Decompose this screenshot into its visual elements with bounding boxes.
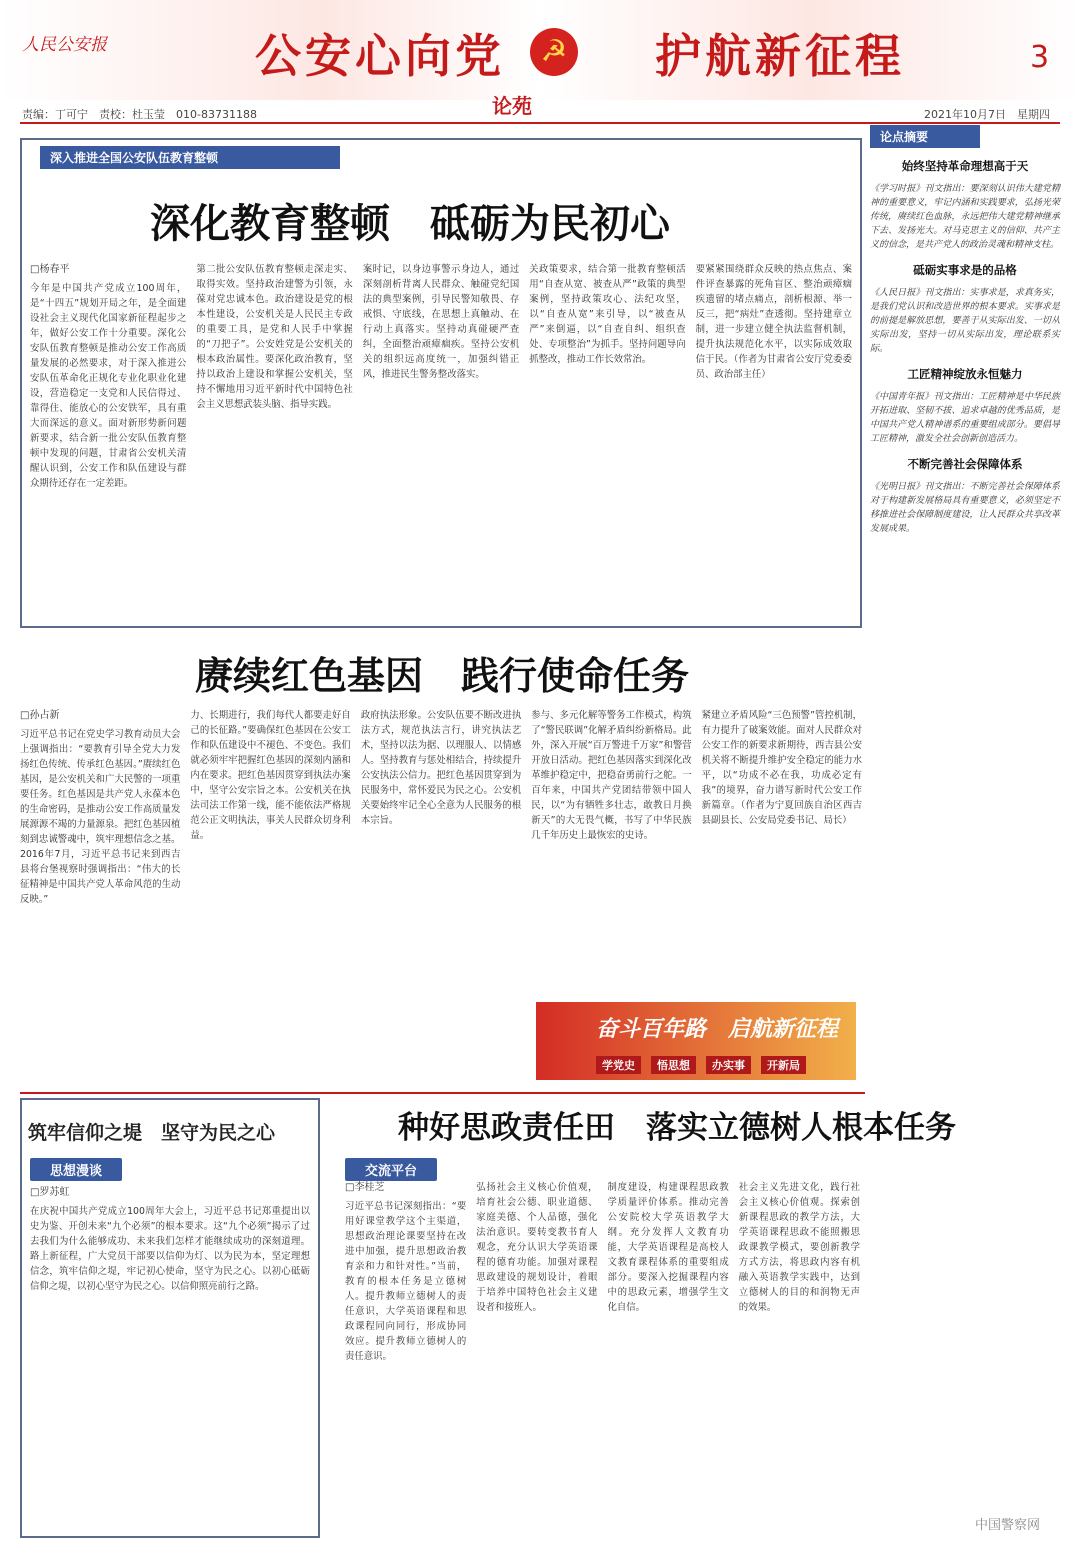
article2-headline: 赓续红色基因 践行使命任务: [195, 653, 690, 698]
article4-headline: 种好思政责任田 落实立德树人根本任务: [398, 1110, 956, 1146]
article1-body: □杨春平 今年是中国共产党成立100周年，是“十四五”规划开局之年，是全面建设社会主义现代化国家新征程起步之年，做好公安工作十分重要。深化公安队伍教育整顿是推动公安工作高质量发展的必然要求，对于深入推进公安队伍革命化正规化专业化职业化建设，营造稳定一支党和人民信得过、靠得住、能放心的公安铁军，具有重大而深远的意义。面对新形势新问题新要求，结合新一批公安队伍教育整顿中发现的问题，甘肃省公安机关清醒认识到，公安工作和队伍建设与群众期待还存在一定差距。 第二批公安队伍教育整顿走深走实、取得实效。坚持政治建警为引领，永葆对党忠诚本色。政治建设是党的根本性建设，公安机关是人民民主专政的重要工具，是党和人民手中掌握的“刀把子”。公安姓党是公安机关的根本政治属性。要深化政治教育，坚持以政治上建设和掌握公安机关，坚持不懈地用习近平新时代中国特色社会主义思想武装头脑、指导实践。 案时记，以身边事警示身边人，通过深刻剖析背离人民群众、触碰党纪国法的典型案例，引导民警知敬畏、存戒惧、守底线，在思想上真触动、在行动上真落实。坚持动真碰硬严查纠，全面整治顽瘴痼疾。坚持公安机关的组织远高度统一，加强纠错正风，推进民生警务整改落实。 关政策要求，结合第一批教育整顿活用“自查从宽、被查从严”政策的典型案例，坚持政策攻心、法纪攻坚，以“自查从宽”来引导，以“被查从严”来倒逼，以“自查自纠、组织查处、专项整治”为抓手。坚持问题导向抓整改，推动工作长效常治。 要紧紧围绕群众反映的热点焦点、案件评查暴露的死角盲区、整治顽瘴痼疾遗留的堵点痛点，剖析根源、举一反三，把“病灶”查透彻。坚持建章立制，进一步建立健全执法监督机制，提升执法规范化水平，以实际成效取信于民。（作者为甘肃省公安厅党委委员、政治部主任）: [30, 262, 852, 618]
article4-author: □李桂芝: [345, 1182, 385, 1193]
newspaper-logo: 人民公安报: [22, 35, 107, 55]
article2-body: □孙占新 习近平总书记在党史学习教育动员大会上强调指出：“要教育引导全党大力发扬红色传统、传承红色基因。”赓续红色基因，是公安机关和广大民警的一项重要任务。红色基因是共产党人永葆本色的生命密码，是推动公安工作高质量发展源源不竭的力量源泉。把红色基因植刻到忠诚警魂中，筑牢理想信念之基。2016年7月，习近平总书记来到西吉县将台堡视察时强调指出：“伟大的长征精神是中国共产党人革命风范的生动反映。” 力、长期进行，我们每代人都要走好自己的长征路。”要确保红色基因在公安工作和队伍建设中不褪色、不变色。我们就必须牢牢把握红色基因的深刻内涵和内在要求。把红色基因贯穿到执法办案中，坚守公安宗旨之本。公安机关在执法司法工作第一线，能不能依法严格规范公正文明执法，事关人民群众切身利益。 政府执法形象。公安队伍要不断改进执法方式，规范执法言行，讲究执法艺术，坚持以法为据、以理服人、以情感人。坚持教育与惩处相结合，持续提升公安执法公信力。把红色基因贯穿到为民服务中，常怀爱民为民之心。公安机关要始终牢记全心全意为人民服务的根本宗旨。 参与、多元化解等警务工作模式，构筑了“警民联调”化解矛盾纠纷新格局。此外，深入开展“百万警进千万家”和警营开放日活动。把红色基因落实到深化改革维护稳定中，把稳奋勇前行之舵。一百年来，中国共产党团结带领中国人民，以“为有牺牲多壮志，敢教日月换新天”的大无畏气概，书写了中华民族几千年历史上最恢宏的史诗。 紧建立矛盾风险“三色预警”管控机制，有力提升了破案效能。面对人民群众对公安工作的新要求新期待，西吉县公安机关将不断提升维护安全稳定的能力水平，以“功成不必在我，功成必定有我”的境界，奋力谱写新时代公安工作新篇章。（作者为宁夏回族自治区西吉县副县长、公安局党委书记、局长）: [20, 708, 862, 1088]
sidebar-digest: [870, 125, 1060, 1540]
article2-author: □孙占新: [20, 710, 60, 721]
article1-col2: 第二批公安队伍教育整顿走深走实、取得实效。坚持政治建警为引领，永葆对党忠诚本色。政治建设是党的根本性建设，公安机关是人民民主专政的重要工具，是党和人民手中掌握的“刀把子”。公安姓党是公安机关的根本政治属性。要深化政治教育，坚持以政治上建设和掌握公安机关，坚持不懈地用习近平新时代中国特色社会主义思想武装头脑、指导实践。: [196, 264, 353, 410]
article1-tag: 深入推进全国公安队伍教育整顿: [40, 146, 340, 169]
header-rule: [20, 122, 1060, 124]
article4-col2: 弘扬社会主义核心价值观，培育社会公德、职业道德、家庭美德、个人品德，强化法治意识。要转变教书育人观念，充分认识大学英语课程的德育功能。加强对课程思政建设的规划设计，着眼于培养中国特色社会主义建设者和接班人。: [476, 1182, 598, 1313]
article2-col5: 紧建立矛盾风险“三色预警”管控机制，有力提升了破案效能。面对人民群众对公安工作的新要求新期待，西吉县公安机关将不断提升维护安全稳定的能力水平，以“功成不必在我，功成必定有我”的境界，奋力谱写新时代公安工作新篇章。（作者为宁夏回族自治区西吉县副县长、公安局党委书记、局长）: [701, 710, 863, 826]
article3-body: □罗苏虹 在庆祝中国共产党成立100周年大会上，习近平总书记郑重提出以史为鉴、开创未来“九个必须”的根本要求。这“九个必须”揭示了过去我们为什么能够成功、未来我们怎样才能继续成功的深刻道理。路上新征程，广大党员干部要以信仰为灯、以为民为本，坚定理想信念，筑牢信仰之堤，牢记初心使命，坚守为民之心。以初心砥砺信仰之堤，以初心坚守为民之心。以信仰照亮前行之路。: [30, 1187, 310, 1292]
section-title: 论苑: [492, 94, 532, 118]
digest-text: 《中国青年报》刊文指出：工匠精神是中华民族开拓进取、坚韧不拔、追求卓越的优秀品质，是中国共产党人精神谱系的重要组成部分。要倡导工匠精神，激发全社会创新创造活力。: [870, 392, 1060, 444]
party-emblem-icon: ☭: [530, 28, 578, 76]
promo-tab: 办实事: [706, 1056, 751, 1074]
promo-banner: [536, 1002, 856, 1080]
digest-text: 《学习时报》刊文指出：要深刻认识伟大建党精神的重要意义，牢记内涵和实践要求，弘扬光荣传统，赓续红色血脉，永远把伟大建党精神继承下去、发扬光大。对马克思主义的信仰、共产主义的信念，是共产党人的政治灵魂和精神支柱。: [870, 184, 1060, 250]
digest-heading: 砥砺实事求是的品格: [913, 263, 1017, 277]
banner-title: 公安心向党 护航新征程: [255, 29, 905, 83]
article1-headline: 深化教育整顿 砥砺为民初心: [150, 200, 670, 247]
staff-line: 责编：丁可宁 责校：杜玉莹 010-83731188: [22, 108, 257, 121]
article3-author: □罗苏虹: [30, 1187, 70, 1198]
masthead-banner: [0, 0, 1080, 100]
sidebar-tag: 论点摘要: [870, 125, 980, 148]
promo-tab: 开新局: [761, 1056, 806, 1074]
article4-body: □李桂芝 习近平总书记深刻指出：“要用好课堂教学这个主渠道，思想政治理论课要坚持在改进中加强，提升思想政治教育亲和力和针对性。”当前，教育的根本任务是立德树人。提升教师立德树人的责任意识，大学英语课程和思政课程同向同行，形成协同效应。提升教师立德树人的责任意识。 弘扬社会主义核心价值观，培育社会公德、职业道德、家庭美德、个人品德，强化法治意识。要转变教书育人观念，充分认识大学英语课程的德育功能。加强对课程思政建设的规划设计，着眼于培养中国特色社会主义建设者和接班人。 制度建设，构建课程思政教学质量评价体系。推动完善公安院校大学英语教学大纲。充分发挥人文教育功能，大学英语课程是高校人文教育课程体系的重要组成部分。要深入挖掘课程内容中的思政元素，增强学生文化自信。 社会主义先进文化，践行社会主义核心价值观。探索创新课程思政的教学方法，大学英语课程思政不能照搬思政课教学模式，要创新教学方式方法，将思政内容有机融入英语教学实践中，达到立德树人的目的和润物无声的效果。: [345, 1180, 860, 1535]
article3-tag: 思想漫谈: [30, 1158, 122, 1181]
article2-col2: 力、长期进行，我们每代人都要走好自己的长征路。”要确保红色基因在公安工作和队伍建设中不褪色、不变色。我们就必须牢牢把握红色基因的深刻内涵和内在要求。把红色基因贯穿到执法办案中，坚守公安宗旨之本。公安机关在执法司法工作第一线，能不能依法严格规范公正文明执法，事关人民群众切身利益。: [190, 710, 351, 841]
article3-title: 筑牢信仰之堤 坚守为民之心: [28, 1122, 276, 1144]
page-number: 3: [1030, 40, 1050, 75]
promo-title: 奋斗百年路 启航新征程: [596, 1016, 839, 1042]
article1-col4: 关政策要求，结合第一批教育整顿活用“自查从宽、被查从严”政策的典型案例，坚持政策攻心、法纪攻坚，以“自查从宽”来引导，以“被查从严”来倒逼，以“自查自纠、组织查处、专项整治”为抓手。坚持问题导向抓整改，推动工作长效常治。: [529, 264, 686, 365]
digest-text: 《人民日报》刊文指出：实事求是，求真务实，是我们党认识和改造世界的根本要求。实事求是的前提是解放思想，要善于从实际出发、一切从实际出发，坚持一切从实际出发，理论联系实际。: [870, 288, 1060, 354]
article2-col4: 参与、多元化解等警务工作模式，构筑了“警民联调”化解矛盾纠纷新格局。此外，深入开展“百万警进千万家”和警营开放日活动。把红色基因落实到深化改革维护稳定中，把稳奋勇前行之舵。一百年来，中国共产党团结带领中国人民，以“为有牺牲多壮志，敢教日月换新天”的大无畏气概，书写了中华民族几千年历史上最恢宏的史诗。: [531, 710, 692, 841]
digest-heading: 始终坚持革命理想高于天: [901, 159, 1029, 173]
article4-tag: 交流平台: [345, 1158, 437, 1181]
promo-tab: 悟思想: [651, 1056, 696, 1074]
digest-text: 《光明日报》刊文指出：不断完善社会保障体系对于构建新发展格局具有重要意义，必须坚定不移推进社会保障制度建设，让人民群众共享改革发展成果。: [870, 482, 1060, 534]
digest-heading: 工匠精神绽放永恒魅力: [907, 367, 1023, 381]
article1-col5: 要紧紧围绕群众反映的热点焦点、案件评查暴露的死角盲区、整治顽瘴痼疾遗留的堵点痛点，剖析根源、举一反三，把“病灶”查透彻。坚持建章立制，进一步建立健全执法监督机制，提升执法规范化水平，以实际成效取信于民。（作者为甘肃省公安厅党委委员、政治部主任）: [695, 264, 853, 380]
promo-tab: 学党史: [596, 1056, 641, 1074]
mid-rule: [20, 1092, 865, 1094]
article1-col3: 案时记，以身边事警示身边人，通过深刻剖析背离人民群众、触碰党纪国法的典型案例，引导民警知敬畏、存戒惧、守底线，在思想上真触动、在行动上真落实。坚持动真碰硬严查纠，全面整治顽瘴痼疾。坚持公安机关的组织远高度统一，加强纠错正风，推进民生警务整改落实。: [362, 264, 520, 380]
article4-col3: 制度建设，构建课程思政教学质量评价体系。推动完善公安院校大学英语教学大纲。充分发挥人文教育功能，大学英语课程是高校人文教育课程体系的重要组成部分。要深入挖掘课程内容中的思政元素，增强学生文化自信。: [607, 1182, 729, 1313]
article1-author: □杨春平: [30, 264, 70, 275]
issue-date: 2021年10月7日 星期四: [924, 108, 1050, 121]
digest-heading: 不断完善社会保障体系: [907, 457, 1023, 471]
watermark: 中国警察网: [974, 1518, 1040, 1533]
article2-col3: 政府执法形象。公安队伍要不断改进执法方式，规范执法言行，讲究执法艺术，坚持以法为据、以理服人、以情感人。坚持教育与惩处相结合，持续提升公安执法公信力。把红色基因贯穿到为民服务中，常怀爱民为民之心。公安机关要始终牢记全心全意为人民服务的根本宗旨。: [360, 710, 522, 826]
article4-col4: 社会主义先进文化，践行社会主义核心价值观。探索创新课程思政的教学方法，大学英语课程思政不能照搬思政课教学模式，要创新教学方式方法，将思政内容有机融入英语教学实践中，达到立德树人的目的和润物无声的效果。: [738, 1182, 860, 1313]
